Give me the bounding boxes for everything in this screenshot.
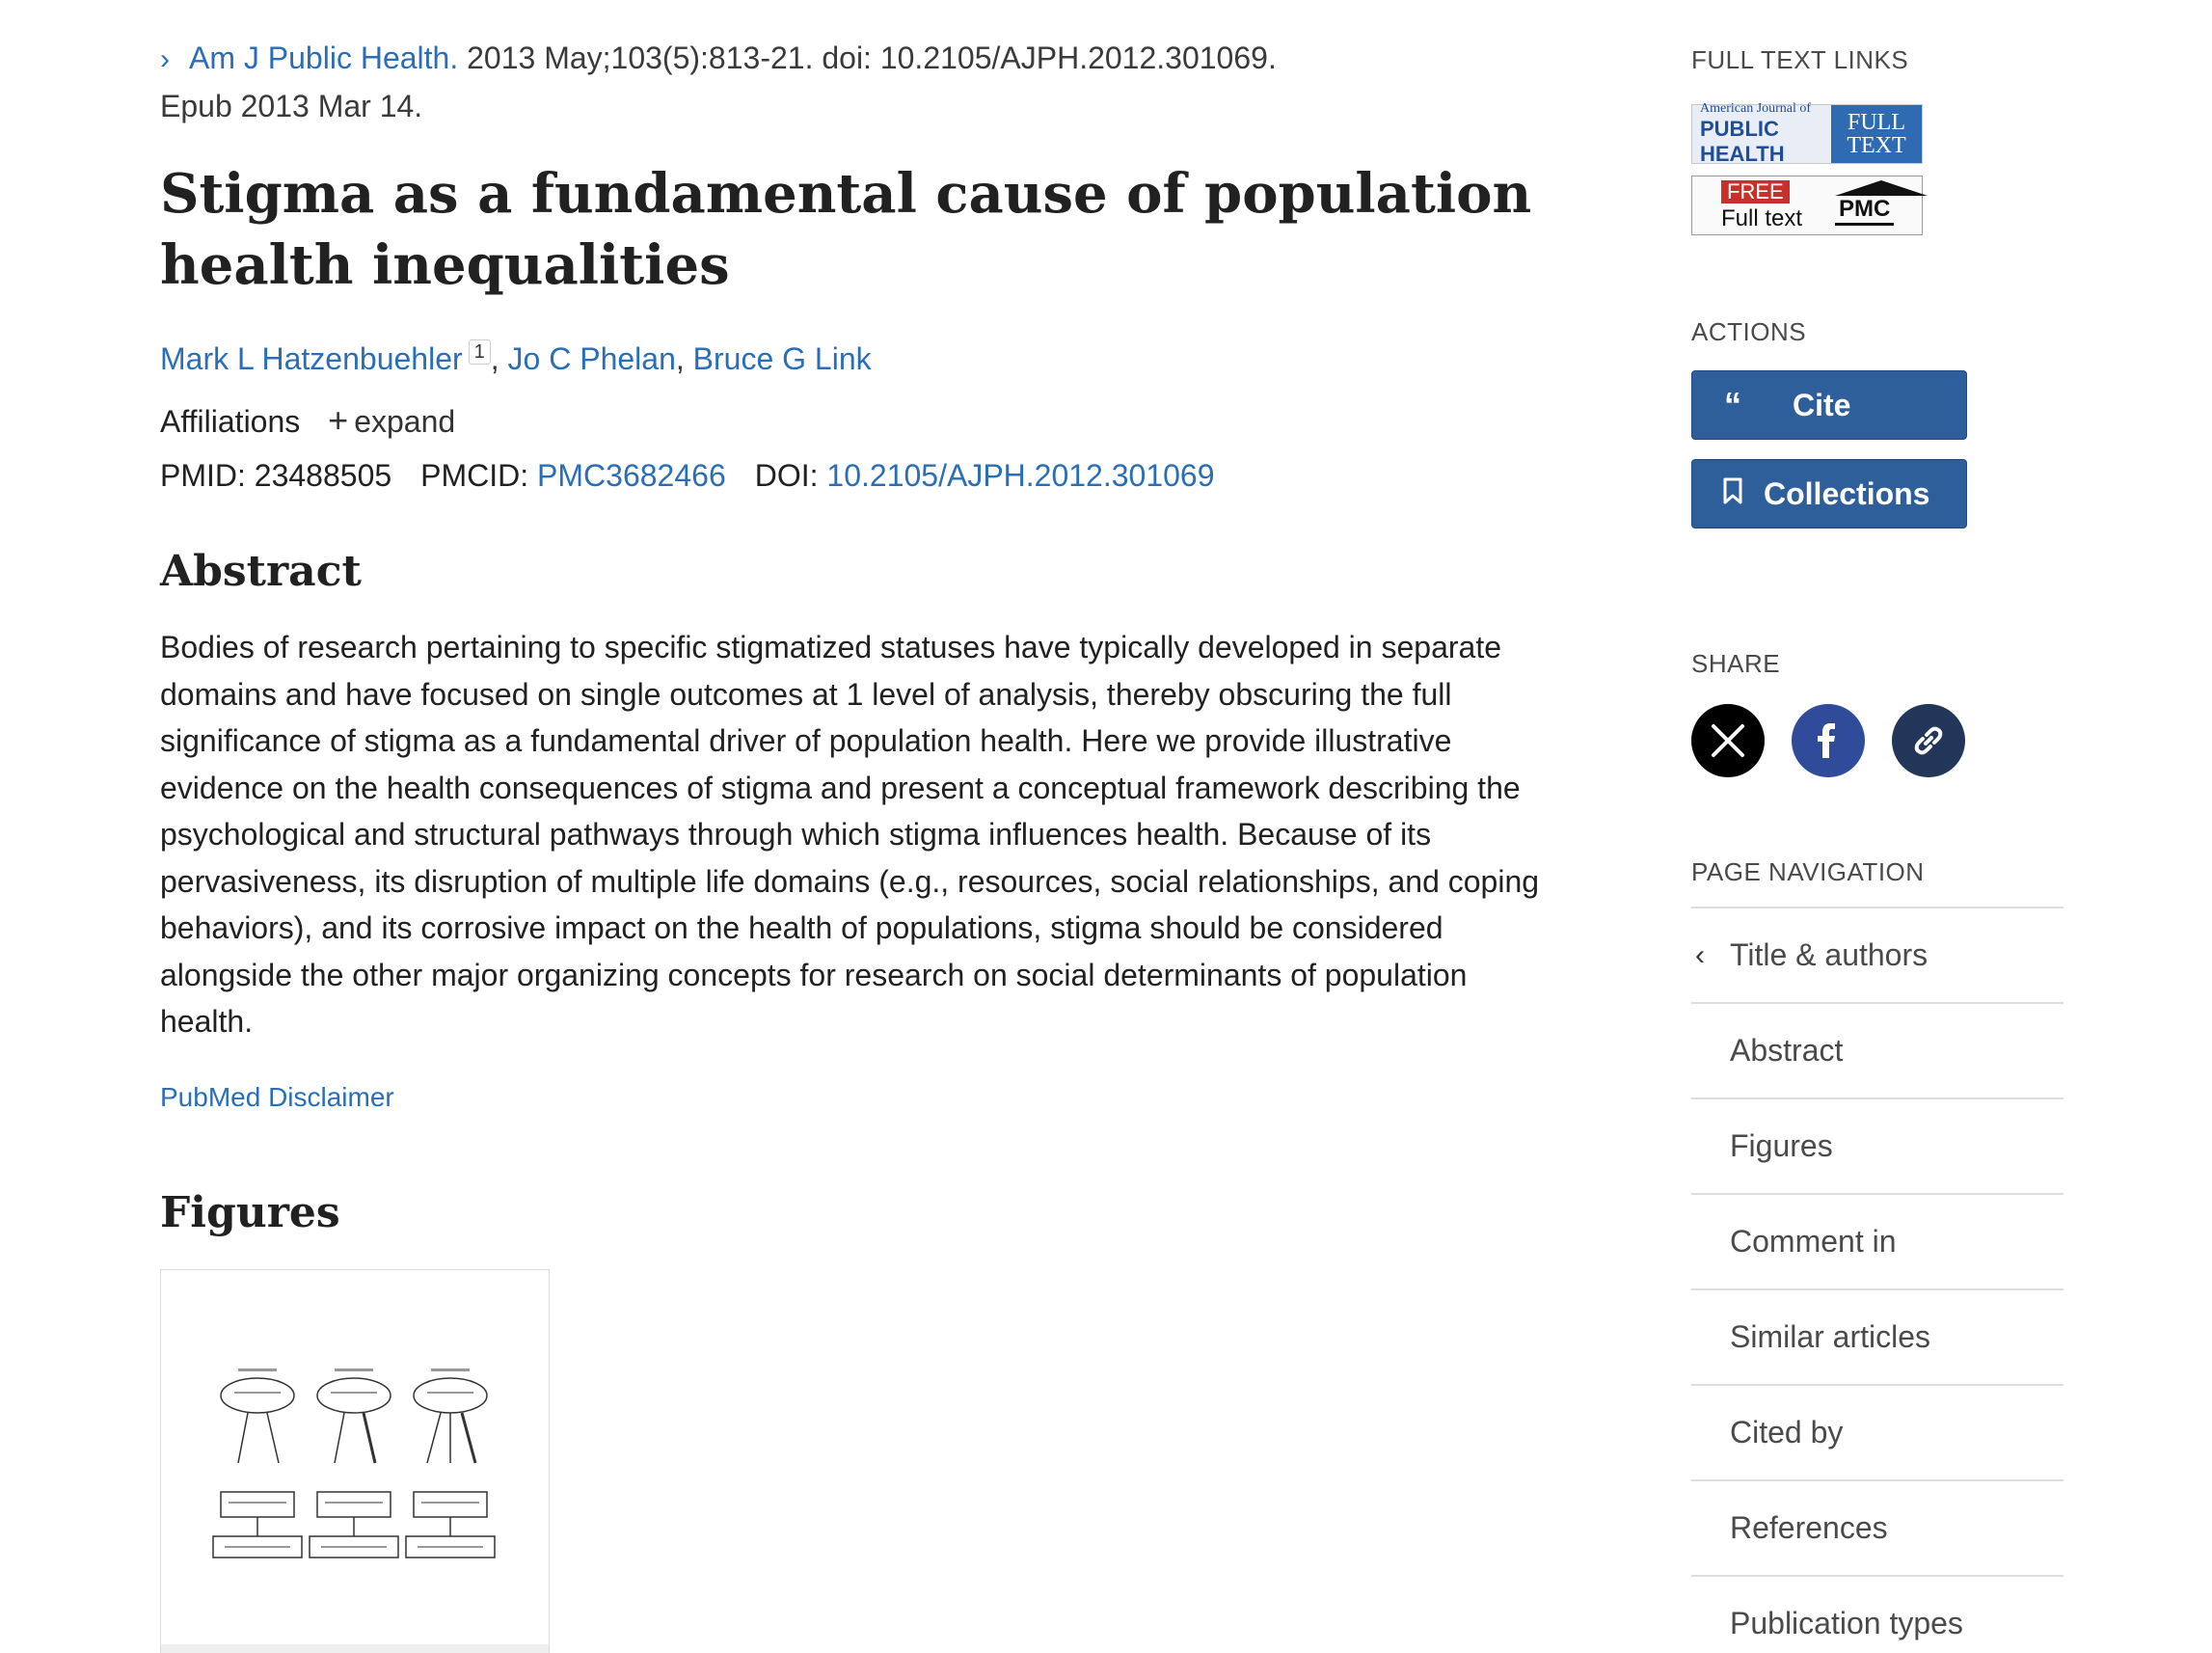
author-link[interactable]: Jo C Phelan — [507, 341, 676, 376]
quote-icon: “ — [1724, 385, 1741, 424]
bookmark-icon — [1715, 474, 1750, 514]
article-title: Stigma as a fundamental cause of population health inequalities — [160, 162, 1532, 297]
affiliations-label: Affiliations — [160, 404, 301, 439]
expand-affiliations-button[interactable]: + expand — [328, 400, 456, 440]
epub-date: Epub 2013 Mar 14. — [160, 89, 423, 123]
author-list: Mark L Hatzenbuehler $^1$ , Jo C Phelan, Bruce G Link — [160, 341, 872, 376]
nav-item-similar-articles[interactable]: Similar articles — [1691, 1290, 2064, 1386]
link-icon — [1909, 721, 1948, 760]
share-buttons — [1691, 704, 2064, 777]
doi-link[interactable]: 10.2105/AJPH.2012.301069 — [826, 458, 1215, 493]
nav-item-abstract[interactable]: Abstract — [1691, 1004, 2064, 1099]
nav-item-cited-by[interactable]: Cited by — [1691, 1386, 2064, 1481]
pmid-value: 23488505 — [254, 458, 392, 493]
nav-item-comment-in[interactable]: Comment in — [1691, 1195, 2064, 1290]
nav-item-figures[interactable]: Figures — [1691, 1099, 2064, 1195]
page-navigation-list — [1691, 907, 2064, 1653]
pmc-building-icon — [1835, 180, 1928, 196]
ajph-full-text-link[interactable]: American Journal of PUBLIC HEALTH FULL TEXT — [1691, 104, 1923, 164]
figure-diagram-image — [209, 1357, 499, 1588]
abstract-heading: Abstract — [160, 547, 362, 596]
cite-button[interactable]: “ Cite — [1691, 370, 1967, 440]
citation — [160, 35, 1568, 129]
nav-item-publication-types[interactable]: Publication types — [1691, 1577, 2064, 1653]
chevron-left-icon: ‹ — [1695, 938, 1705, 971]
share-heading: SHARE — [1691, 649, 1781, 678]
actions-heading: ACTIONS — [1691, 317, 1807, 346]
main-column — [160, 35, 1568, 1653]
share-x-button[interactable] — [1691, 704, 1765, 777]
journal-link[interactable]: Am J Public Health. — [189, 41, 459, 75]
full-text-links — [1691, 101, 2064, 235]
nav-item-title-authors[interactable]: ‹ Title & authors — [1691, 908, 2064, 1004]
chevron-right-icon[interactable]: › — [160, 43, 170, 75]
figures-heading: Figures — [160, 1187, 340, 1237]
abstract-text: Bodies of research pertaining to specific stigmatized statuses have typically developed in separate domains and have focused on single outcomes at 1 level of analysis, thereby obscuring the full significance of stigma as a fundamental driver of population health. Here we provide illustrative evidence on the health consequences of stigma and present a conceptual framework describing the psychological and structural pathways through which stigma influences health. Because of its pervasiveness, its disruption of multiple life domains (e.g., resources, social relationships, and coping behaviors), and its corrosive impact on the health of populations, stigma should be considered alongside the other major organizing concepts for research on social determinants of population health. — [160, 630, 1540, 1039]
pmcid-link[interactable]: PMC3682466 — [537, 458, 726, 493]
pubmed-disclaimer-link[interactable]: PubMed Disclaimer — [160, 1081, 394, 1112]
plus-icon: + — [328, 400, 349, 440]
collections-button[interactable]: Collections — [1691, 459, 1967, 528]
page-navigation-heading: PAGE NAVIGATION — [1691, 857, 1925, 886]
x-icon — [1709, 721, 1747, 760]
facebook-icon — [1809, 721, 1848, 760]
author-link[interactable]: Bruce G Link — [692, 341, 872, 376]
copy-link-button[interactable] — [1892, 704, 1965, 777]
nav-item-references[interactable]: References — [1691, 1481, 2064, 1577]
pmc-free-full-text-link[interactable]: FREE Full text PMC — [1691, 176, 1923, 235]
full-text-links-heading: FULL TEXT LINKS — [1691, 45, 1909, 74]
author-link[interactable]: Mark L Hatzenbuehler — [160, 341, 463, 376]
sidebar — [1691, 44, 2064, 1653]
figure-thumbnail[interactable] — [160, 1269, 550, 1653]
affiliation-ref[interactable]: 1 — [469, 339, 491, 365]
share-facebook-button[interactable] — [1792, 704, 1865, 777]
citation-details: 2013 May;103(5):813-21. doi: 10.2105/AJPH.2012.301069. — [458, 41, 1277, 75]
affiliations-row — [160, 399, 1568, 443]
identifiers: PMID: 23488505 PMCID: PMC3682466 DOI: 10.2105/AJPH.2012.301069 — [160, 458, 1215, 493]
